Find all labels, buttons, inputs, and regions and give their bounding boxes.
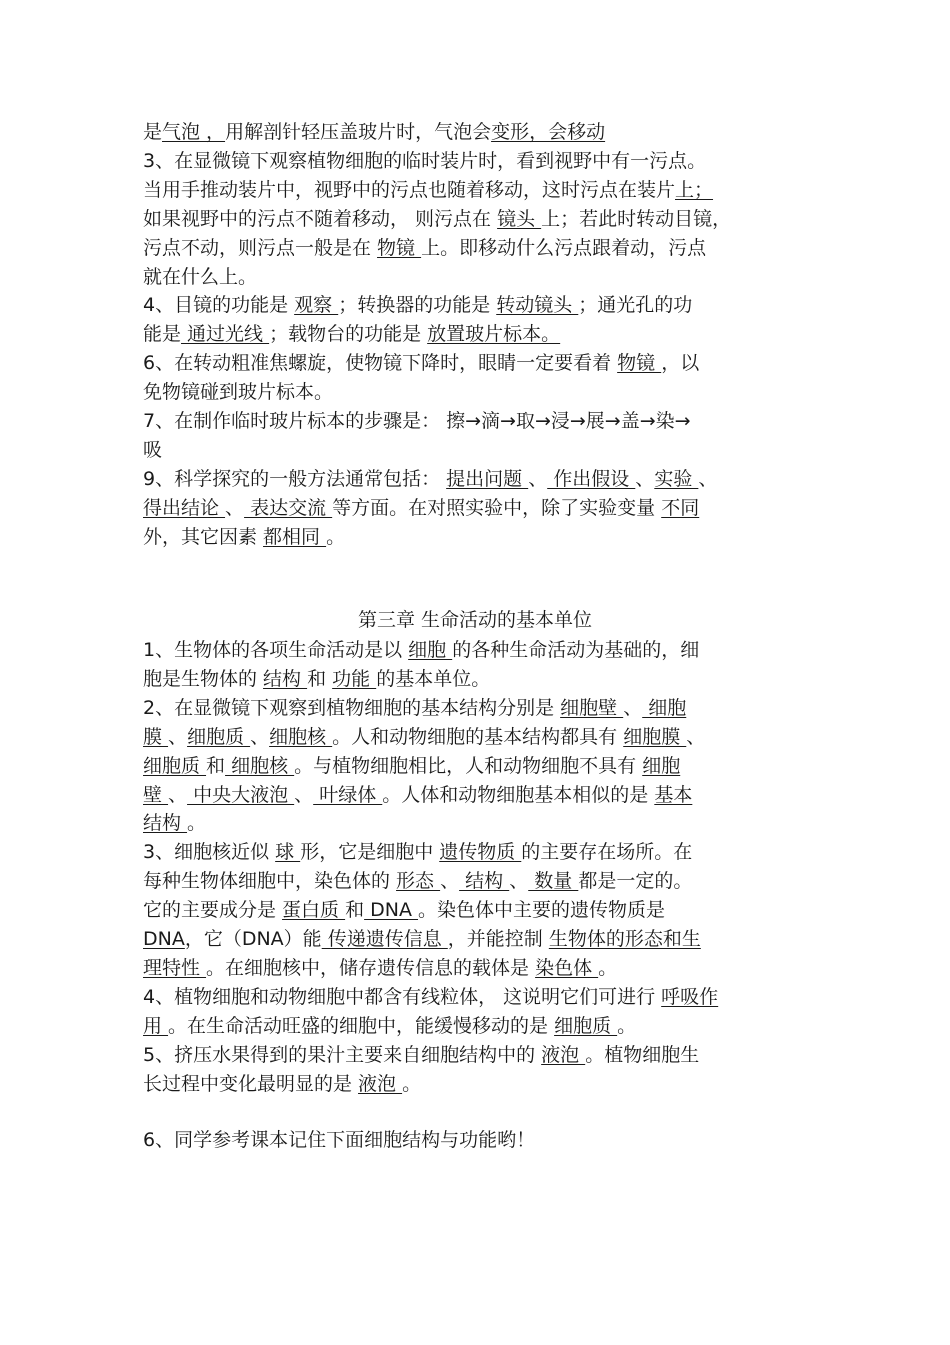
answer-blank: 气泡 ， bbox=[162, 121, 226, 143]
line-text: 。 bbox=[326, 525, 346, 548]
text-line bbox=[143, 349, 823, 377]
line-text: 9、科学探究的一般方法通常包括： bbox=[143, 467, 447, 490]
text-line bbox=[143, 867, 823, 895]
line-text: 吸 bbox=[143, 438, 163, 461]
answer-blank: 数量 bbox=[528, 870, 579, 893]
line-text: ，它（DNA）能 bbox=[184, 928, 322, 950]
line-text: 3、在显微镜下观察植物细胞的临时装片时，看到视野中有一污点。 bbox=[143, 149, 707, 172]
line-text: 7、在制作临时玻片标本的步骤是： 擦→滴→取→浸→展→盖→染→ bbox=[143, 410, 691, 432]
text-line bbox=[143, 320, 823, 348]
text-line bbox=[143, 694, 823, 722]
answer-blank: 变形，会移动 bbox=[491, 121, 606, 143]
answer-blank: 细胞核 bbox=[269, 725, 333, 748]
answer-blank: 不同 bbox=[661, 496, 700, 519]
line-text: 。植物细胞生 bbox=[585, 1043, 700, 1066]
line-text: 4、目镜的功能是 bbox=[143, 294, 295, 317]
text-line bbox=[143, 523, 823, 551]
text-line bbox=[143, 1070, 823, 1098]
line-text: ，以 bbox=[661, 352, 700, 375]
line-text: 、 bbox=[294, 783, 314, 806]
answer-blank: 染色体 bbox=[535, 956, 599, 979]
answer-blank: 传递遗传信息 bbox=[321, 928, 448, 950]
line-text: 、 bbox=[225, 496, 245, 519]
line-text: 每种生物体细胞中，染色体的 bbox=[143, 870, 397, 893]
line-text: 6、在转动粗准焦螺旋，使物镜下降时，眼睛一定要看着 bbox=[143, 352, 618, 375]
line-text: 、 bbox=[686, 725, 706, 748]
answer-blank: 细胞质 bbox=[187, 725, 251, 748]
line-text: 和 bbox=[307, 667, 333, 690]
line-text: 的各种生命活动为基础的，细 bbox=[452, 639, 700, 661]
line-text: 、 bbox=[168, 783, 188, 806]
answer-blank: 细胞 bbox=[642, 754, 681, 777]
text-line bbox=[143, 723, 823, 751]
answer-blank: 用 bbox=[143, 1014, 169, 1037]
line-text: 4、植物细胞和动物细胞中都含有线粒体， 这说明它们可进行 bbox=[143, 985, 662, 1008]
answer-blank: 生物体的形态和生 bbox=[548, 928, 701, 950]
answer-blank: 放置玻片标本。 bbox=[427, 323, 561, 346]
text-line bbox=[143, 176, 823, 204]
answer-blank: 细胞膜 bbox=[623, 725, 687, 748]
line-text: 。人和动物细胞的基本结构都具有 bbox=[332, 725, 624, 748]
line-text: 上。即移动什么污点跟着动，污点 bbox=[421, 236, 707, 259]
line-text: ；转换器的功能是 bbox=[338, 294, 497, 317]
line-text: 、 bbox=[509, 870, 529, 893]
answer-blank: 表达交流 bbox=[244, 496, 333, 519]
line-text: 上；若此时转动目镜， bbox=[541, 207, 732, 230]
text-line bbox=[143, 1012, 823, 1040]
answer-blank: 基本 bbox=[654, 783, 693, 806]
line-text: 就在什么上。 bbox=[143, 265, 258, 288]
text-line bbox=[143, 781, 823, 809]
line-text: 是 bbox=[143, 121, 163, 143]
line-text: 。人体和动物细胞基本相似的是 bbox=[382, 783, 655, 806]
line-text: 它的主要成分是 bbox=[143, 899, 283, 922]
line-text: 污点不动，则污点一般是在 bbox=[143, 236, 378, 259]
line-text: 1、生物体的各项生命活动是以 bbox=[143, 639, 409, 661]
answer-blank: 呼吸作 bbox=[661, 985, 719, 1008]
answer-blank: 蛋白质 bbox=[282, 899, 346, 922]
answer-blank: 转动镜头 bbox=[496, 294, 579, 317]
line-text: 和 bbox=[206, 754, 226, 777]
answer-blank: 功能 bbox=[332, 667, 377, 690]
line-text: 的基本单位。 bbox=[376, 667, 491, 690]
text-line bbox=[143, 954, 823, 982]
text-line bbox=[143, 838, 823, 866]
line-text: 2、在显微镜下观察到植物细胞的基本结构分别是 bbox=[143, 696, 561, 719]
line-text: 能是 bbox=[143, 323, 182, 346]
text-line bbox=[143, 118, 823, 146]
answer-blank: 实验 bbox=[654, 467, 699, 490]
answer-blank: 都相同 bbox=[263, 525, 327, 548]
line-text: 等方面。在对照实验中，除了实验变量 bbox=[332, 496, 662, 519]
answer-blank: 液泡 bbox=[358, 1072, 403, 1095]
line-text: 、 bbox=[250, 725, 270, 748]
line-text: ；载物台的功能是 bbox=[269, 323, 428, 346]
text-line bbox=[143, 494, 823, 522]
line-text: 、 bbox=[635, 467, 655, 490]
text-line bbox=[143, 896, 823, 924]
text-line bbox=[143, 1041, 823, 1069]
line-text: 。与植物细胞相比，人和动物细胞不具有 bbox=[294, 754, 643, 777]
answer-blank: 球 bbox=[275, 841, 301, 864]
text-line bbox=[143, 636, 823, 664]
answer-blank: 细胞核 bbox=[225, 754, 295, 777]
answer-blank: 物镜 bbox=[377, 236, 422, 259]
text-line bbox=[143, 407, 823, 435]
answer-blank: 膜 bbox=[143, 725, 169, 748]
line-text: 外，其它因素 bbox=[143, 525, 264, 548]
text-line bbox=[143, 378, 823, 406]
answer-blank: 遗传物质 bbox=[439, 841, 522, 864]
answer-blank: 理特性 bbox=[143, 956, 207, 979]
text-line bbox=[143, 809, 823, 837]
line-text: 。在生命活动旺盛的细胞中，能缓慢移动的是 bbox=[168, 1014, 555, 1037]
line-text: 、 bbox=[440, 870, 460, 893]
line-text: 。 bbox=[402, 1072, 422, 1095]
line-text: 、 bbox=[698, 467, 718, 490]
answer-blank: 镜头 bbox=[497, 207, 542, 230]
line-text: 如果视野中的污点不随着移动， 则污点在 bbox=[143, 207, 498, 230]
answer-blank: 物镜 bbox=[617, 352, 662, 375]
answer-blank: 提出问题 bbox=[446, 467, 529, 490]
line-text: 。 bbox=[598, 956, 618, 979]
text-line bbox=[143, 291, 823, 319]
line-text: 、 bbox=[168, 725, 188, 748]
line-text: 和 bbox=[345, 899, 365, 922]
line-text: 。 bbox=[617, 1014, 637, 1037]
answer-blank: DNA bbox=[143, 928, 185, 950]
text-line bbox=[143, 925, 823, 953]
answer-blank: 细胞质 bbox=[143, 754, 207, 777]
line-text: 、 bbox=[623, 696, 643, 719]
text-line bbox=[143, 263, 823, 291]
line-text: ；通光孔的功 bbox=[578, 294, 693, 317]
closing-note: 6、同学参考课本记住下面细胞结构与功能哟！ bbox=[143, 1129, 536, 1151]
answer-blank: 叶绿体 bbox=[313, 783, 383, 806]
line-text: 3、细胞核近似 bbox=[143, 841, 276, 864]
answer-blank: 细胞壁 bbox=[560, 696, 624, 719]
text-line bbox=[143, 752, 823, 780]
answer-blank: 壁 bbox=[143, 783, 169, 806]
line-text: 。 bbox=[187, 812, 207, 835]
line-text: 当用手推动装片中，视野中的污点也随着移动，这时污点在装片 bbox=[143, 178, 676, 201]
line-text: 、 bbox=[528, 467, 548, 490]
answer-blank: 液泡 bbox=[541, 1043, 586, 1066]
line-text: 形，它是细胞中 bbox=[300, 841, 440, 864]
line-text: ，并能控制 bbox=[447, 928, 549, 950]
answer-blank: 得出结论 bbox=[143, 496, 226, 519]
line-text: 5、挤压水果得到的果汁主要来自细胞结构中的 bbox=[143, 1043, 542, 1066]
text-line bbox=[143, 234, 823, 262]
answer-blank: 细胞 bbox=[642, 696, 687, 719]
text-line bbox=[143, 465, 823, 493]
answer-blank: 细胞 bbox=[408, 639, 453, 661]
text-line bbox=[143, 436, 823, 464]
text-line bbox=[143, 665, 823, 693]
answer-blank: 结构 bbox=[459, 870, 510, 893]
text-line bbox=[143, 147, 823, 175]
answer-blank: 上； bbox=[675, 178, 714, 201]
text-line bbox=[143, 983, 823, 1011]
answer-blank: 作出假设 bbox=[547, 467, 636, 490]
answer-blank: 观察 bbox=[294, 294, 339, 317]
answer-blank: 细胞质 bbox=[554, 1014, 618, 1037]
answer-blank: DNA bbox=[364, 899, 419, 922]
line-text: 长过程中变化最明显的是 bbox=[143, 1072, 359, 1095]
line-text: 胞是生物体的 bbox=[143, 667, 264, 690]
line-text: 的主要存在场所。在 bbox=[521, 841, 693, 864]
line-text: 免物镜碰到玻片标本。 bbox=[143, 381, 334, 404]
text-line bbox=[143, 205, 823, 233]
line-text: 。染色体中主要的遗传物质是 bbox=[418, 899, 666, 922]
answer-blank: 结构 bbox=[263, 667, 308, 690]
answer-blank: 结构 bbox=[143, 812, 188, 835]
chapter-title: 第三章 生命活动的基本单位 bbox=[357, 609, 593, 631]
line-text: 。在细胞核中，储存遗传信息的载体是 bbox=[206, 956, 536, 979]
answer-blank: 中央大液泡 bbox=[187, 783, 295, 806]
answer-blank: 通过光线 bbox=[181, 323, 270, 346]
line-text: 用解剖针轻压盖玻片时，气泡会 bbox=[225, 121, 492, 143]
line-text: 都是一定的。 bbox=[578, 870, 693, 893]
answer-blank: 形态 bbox=[396, 870, 441, 893]
